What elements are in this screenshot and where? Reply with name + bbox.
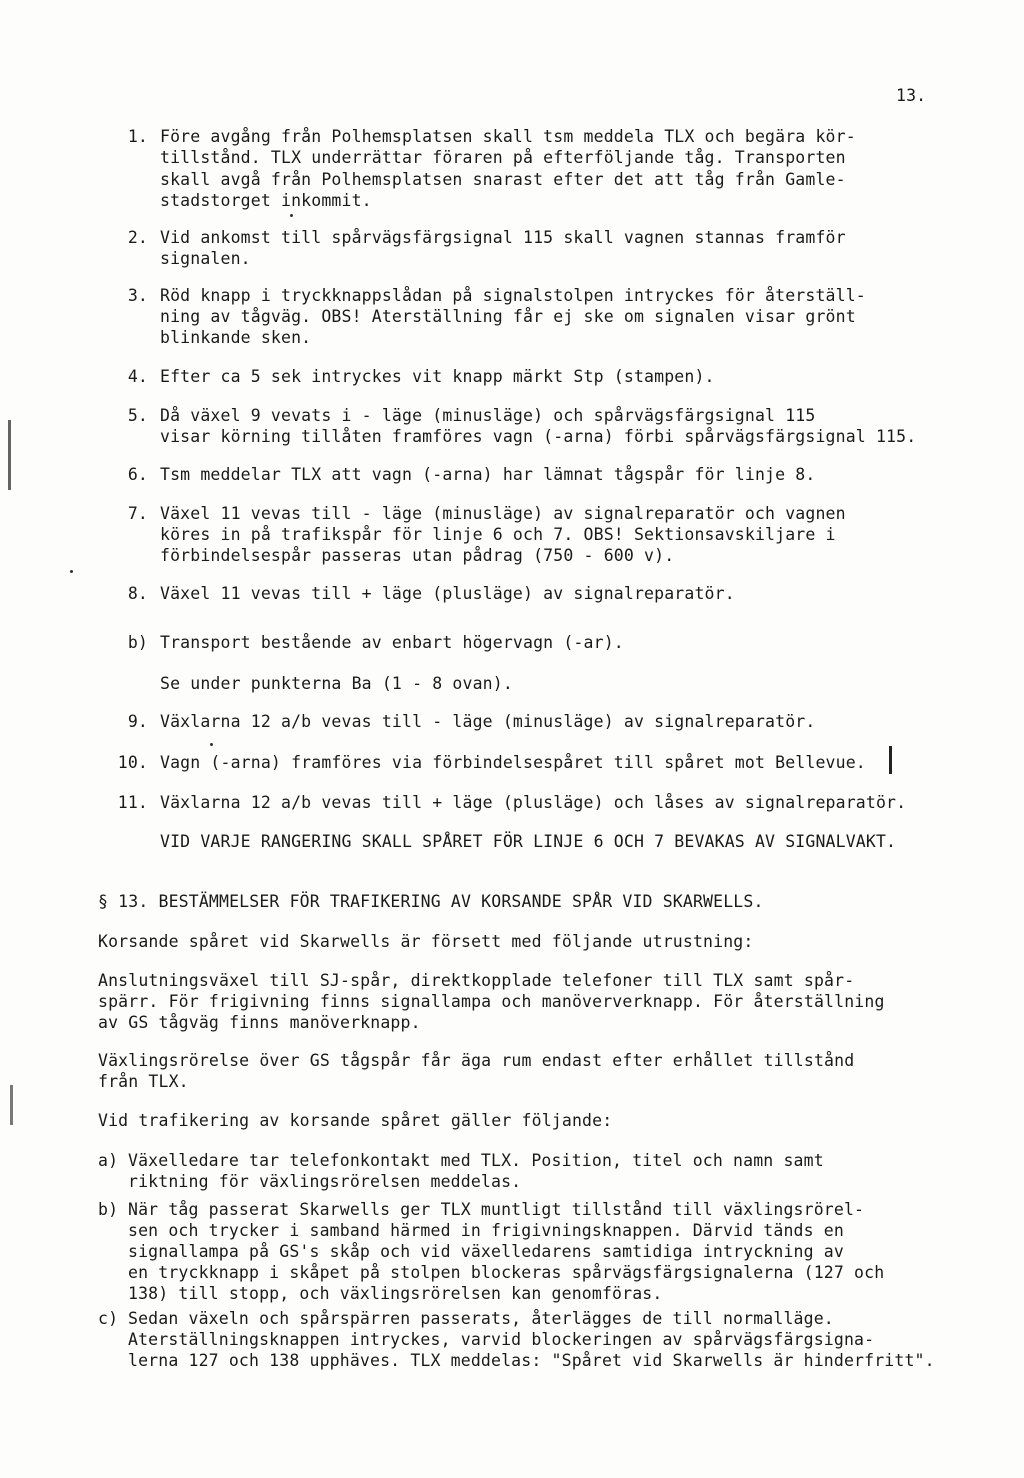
item-number: 8. [127,584,148,603]
paragraph-line: spärr. För frigivning finns signallampa och manöververknapp. För återställning [98,992,885,1011]
item-line: signalen. [160,249,251,268]
margin-bar [8,420,11,490]
page-number: 13. [896,86,927,105]
scan-dot [70,570,73,573]
item-number: 1. [127,127,148,146]
item-line: Efter ca 5 sek intryckes vit knapp märkt Stp (stampen). [160,367,715,386]
item-line: visar körning tillåten framföres vagn (-arna) förbi spårvägsfärgsignal 115. [160,427,917,446]
lettered-line: riktning för växlingsrörelsen meddelas. [128,1172,522,1191]
item-line: Före avgång från Polhemsplatsen skall tsm meddela TLX och begära kör- [160,127,856,146]
item-number: 5. [127,406,148,425]
lettered-line: en tryckknapp i skåpet på stolpen blockeras spårvägsfärgsignalerna (127 och [128,1263,885,1282]
item-number: b) [127,633,148,652]
item-line: tillstånd. TLX underrättar föraren på efterföljande tåg. Transporten [160,148,846,167]
margin-bar [10,1085,13,1125]
item-line: skall avgå från Polhemsplatsen snarast efter det att tåg från Gamle- [160,170,846,189]
item-line: Tsm meddelar TLX att vagn (-arna) har lämnat tågspår för linje 8. [160,465,816,484]
warning-line: VID VARJE RANGERING SKALL SPÅRET FÖR LINJE 6 OCH 7 BEVAKAS AV SIGNALVAKT. [160,832,897,851]
item-number: 4. [127,367,148,386]
lettered-line: signallampa på GS's skåp och vid växelledarens samtidiga intryckning av [128,1242,844,1261]
item-line: Växel 11 vevas till + läge (plusläge) av signalreparatör. [160,584,735,603]
lettered-line: sen och trycker i samband härmed in frigivningsknappen. Därvid tänds en [128,1221,844,1240]
lettered-label: b) [98,1200,119,1219]
item-number: 2. [127,228,148,247]
item-line: stadstorget inkommit. [160,191,372,210]
item-line: förbindelsespår passeras utan pådrag (750 - 600 v). [160,546,675,565]
item-number: 10. [117,753,148,772]
item-number: 3. [127,286,148,305]
paragraph-line: från TLX. [98,1072,189,1091]
item-line: Vagn (-arna) framföres via förbindelsespåret till spåret mot Bellevue. [160,753,866,772]
lettered-line: 138) till stopp, och växlingsrörelsen kan genomföras. [128,1284,663,1303]
paragraph-line: av GS tågväg finns manöverknapp. [98,1013,421,1032]
lettered-line: Aterställningsknappen intryckes, varvid blockeringen av spårvägsfärgsigna- [128,1330,875,1349]
item-line: Växel 11 vevas till - läge (minusläge) av signalreparatör och vagnen [160,504,846,523]
item-number: 7. [127,504,148,523]
section-heading: § 13. BESTÄMMELSER FÖR TRAFIKERING AV KORSANDE SPÅR VID SKARWELLS. [98,892,764,911]
item-line: Växlarna 12 a/b vevas till + läge (plusläge) och låses av signalreparatör. [160,793,907,812]
item-number: 6. [127,465,148,484]
lettered-label: c) [98,1309,119,1328]
paragraph-line: Vid trafikering av korsande spåret gäller följande: [98,1111,613,1130]
margin-bar [889,746,892,774]
scan-dot [210,743,213,746]
item-line: Röd knapp i tryckknappslådan på signalstolpen intryckes för återställ- [160,286,866,305]
item-line: Då växel 9 vevats i - läge (minusläge) och spårvägsfärgsignal 115 [160,406,816,425]
item-line: blinkande sken. [160,328,312,347]
lettered-line: lerna 127 och 138 upphäves. TLX meddelas: "Spåret vid Skarwells är hinderfritt". [128,1351,935,1370]
lettered-label: a) [98,1151,119,1170]
item-line: Vid ankomst till spårvägsfärgsignal 115 skall vagnen stannas framför [160,228,846,247]
item-number: 11. [117,793,148,812]
paragraph-line: Växlingsrörelse över GS tågspår får äga rum endast efter erhållet tillstånd [98,1051,855,1070]
item-line: köres in på trafikspår för linje 6 och 7. OBS! Sektionsavskiljare i [160,525,836,544]
lettered-line: Sedan växeln och spårspärren passerats, återlägges de till normalläge. [128,1309,834,1328]
lettered-line: Växelledare tar telefonkontakt med TLX. Position, titel och namn samt [128,1151,824,1170]
item-line: Se under punkterna Ba (1 - 8 ovan). [160,674,513,693]
lettered-line: När tåg passerat Skarwells ger TLX muntligt tillstånd till växlingsrörel- [128,1200,865,1219]
scan-dot [290,214,293,217]
item-line: Växlarna 12 a/b vevas till - läge (minusläge) av signalreparatör. [160,712,816,731]
paragraph-line: Korsande spåret vid Skarwells är försett med följande utrustning: [98,932,754,951]
item-number: 9. [127,712,148,731]
item-line: ning av tågväg. OBS! Aterställning får ej ske om signalen visar grönt [160,307,856,326]
item-line: Transport bestående av enbart högervagn (-ar). [160,633,624,652]
paragraph-line: Anslutningsväxel till SJ-spår, direktkopplade telefoner till TLX samt spår- [98,971,855,990]
